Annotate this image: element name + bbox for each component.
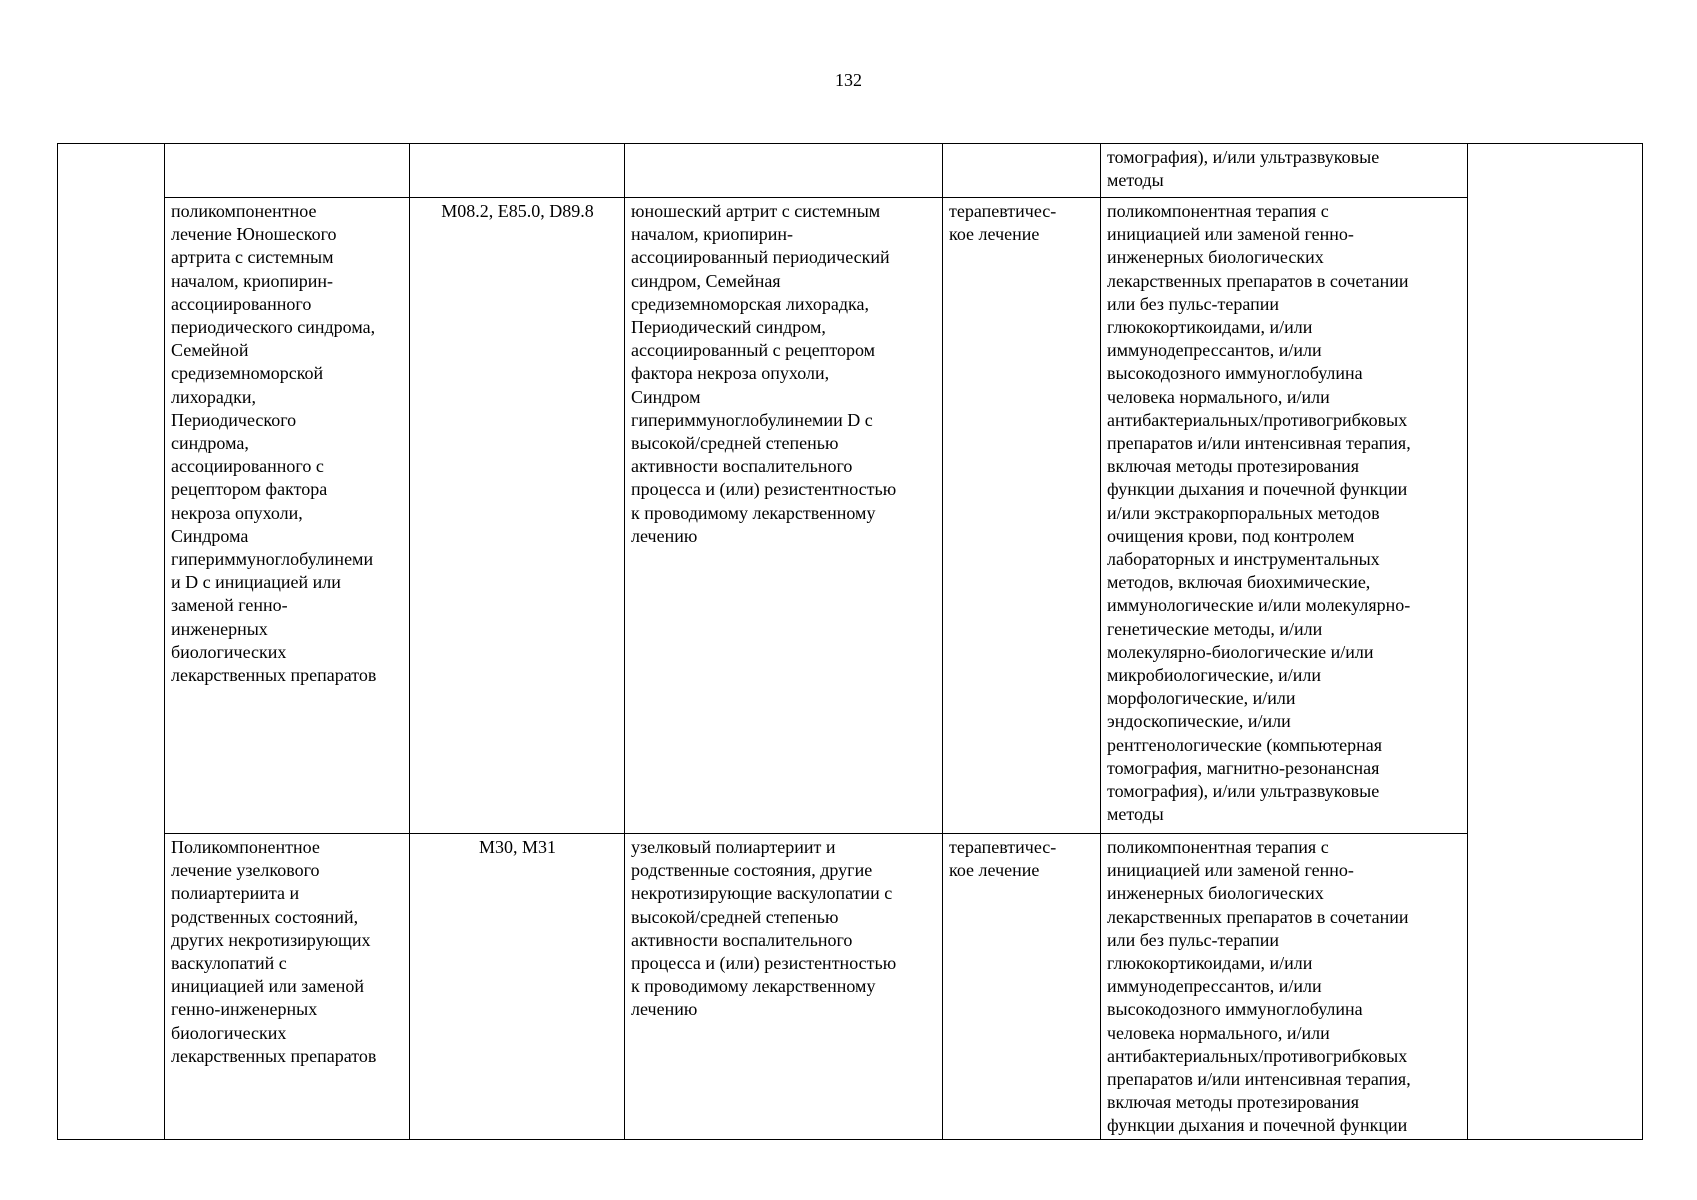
- medical-care-table: [57, 143, 1643, 1140]
- treatment-method-cell: поликомпонентная терапия с инициацией или заменой генно- инженерных биологических лекарственных препаратов в сочетании или без пульс-терапии глюкокортикоидами, и/или иммунодепрессантов, и/или высокодозного иммуноглобулина человека нормального, и/или антибактериальных/противогрибковых препаратов и/или интенсивная терапия, включая методы протезирования функции дыхания и почечной функции: [1101, 834, 1468, 1140]
- table-row: [58, 144, 1643, 198]
- icd-codes-cell: [410, 144, 625, 198]
- page-number: 132: [835, 70, 862, 90]
- intervention-name-cell: поликомпонентное лечение Юношеского артрита с системным началом, криопирин- ассоциированного периодического синдрома, Семейной средиземноморской лихорадки, Периодического синдрома, ассоциированного с рецептором фактора некроза опухоли, Синдрома гипериммуноглобулинеми и D с инициацией или заменой генно- инженерных биологических лекарственных препаратов: [165, 198, 410, 834]
- treatment-type-cell: терапевтичес- кое лечение: [943, 198, 1101, 834]
- treatment-method-cell: поликомпонентная терапия с инициацией или заменой генно- инженерных биологических лекарственных препаратов в сочетании или без пульс-терапии глюкокортикоидами, и/или иммунодепрессантов, и/или высокодозного иммуноглобулина человека нормального, и/или антибактериальных/противогрибковых препаратов и/или интенсивная терапия, включая методы протезирования функции дыхания и почечной функции и/или экстракорпоральных методов очищения крови, под контролем лабораторных и инструментальных методов, включая биохимические, иммунологические и/или молекулярно- генетические методы, и/или молекулярно-биологические и/или микробиологические, и/или морфологические, и/или эндоскопические, и/или рентгенологические (компьютерная томография, магнитно-резонансная томография), и/или ультразвуковые методы: [1101, 198, 1468, 834]
- patient-model-cell: [625, 144, 943, 198]
- intervention-name-cell: [165, 144, 410, 198]
- intervention-name-cell: Поликомпонентное лечение узелкового полиартериита и родственных состояний, других некротизирующих васкулопатий с инициацией или заменой генно-инженерных биологических лекарственных препаратов: [165, 834, 410, 1140]
- icd-codes-cell: M30, M31: [410, 834, 625, 1140]
- table-row: [58, 198, 1643, 834]
- treatment-type-cell: [943, 144, 1101, 198]
- treatment-method-cell: томография), и/или ультразвуковые методы: [1101, 144, 1468, 198]
- table-row: [58, 834, 1643, 1140]
- patient-model-cell: узелковый полиартериит и родственные состояния, другие некротизирующие васкулопатии с высокой/средней степенью активности воспалительного процесса и (или) резистентностью к проводимому лекарственному лечению: [625, 834, 943, 1140]
- treatment-type-cell: терапевтичес- кое лечение: [943, 834, 1101, 1140]
- icd-codes-cell: M08.2, E85.0, D89.8: [410, 198, 625, 834]
- tariff-cell: [1468, 144, 1643, 1140]
- patient-model-cell: юношеский артрит с системным началом, криопирин- ассоциированный периодический синдром, Семейная средиземноморская лихорадка, Периодический синдром, ассоциированный с рецептором фактора некроза опухоли, Синдром гипериммуноглобулинемии D с высокой/средней степенью активности воспалительного процесса и (или) резистентностью к проводимому лекарственному лечению: [625, 198, 943, 834]
- group-number-cell: [58, 144, 165, 1140]
